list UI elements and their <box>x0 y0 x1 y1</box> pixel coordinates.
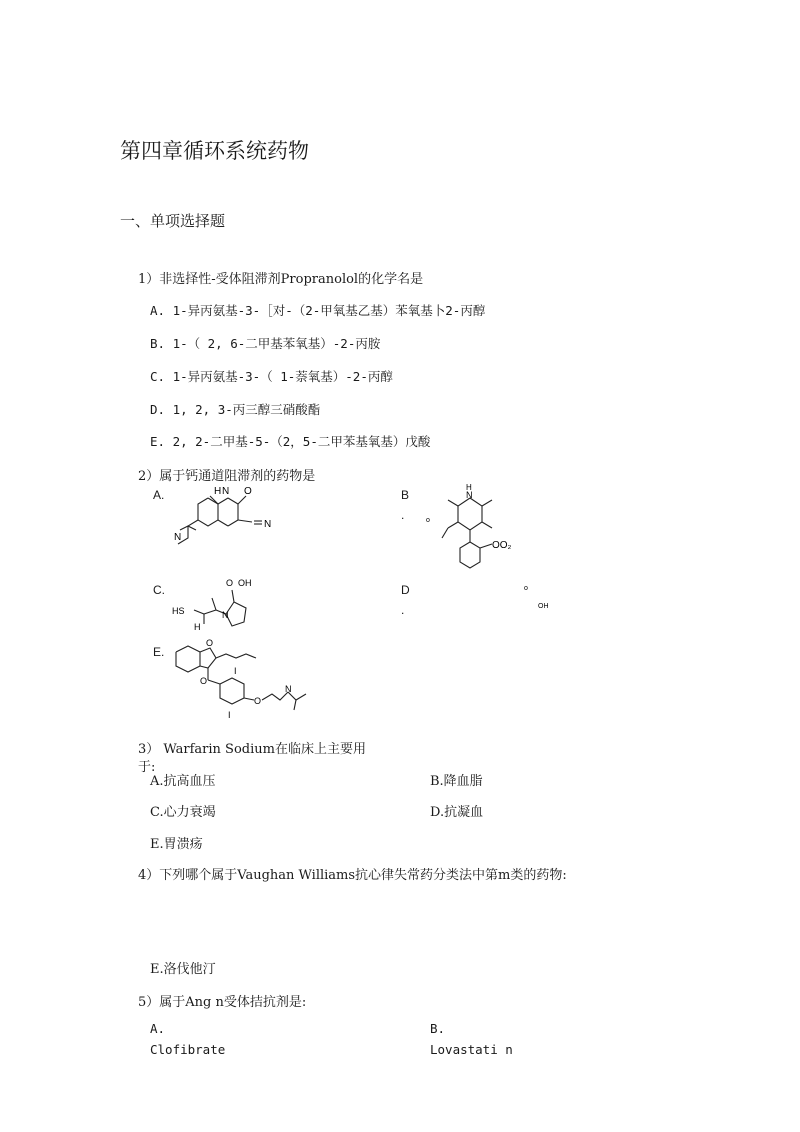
structure-c-n: N <box>222 610 229 620</box>
question-1-option-d[interactable]: D. 1, 2, 3-丙三醇三硝酸酯 <box>150 402 321 417</box>
question-3-option-c[interactable]: C.心力衰竭 <box>150 805 216 820</box>
structure-c-o: O <box>226 578 234 588</box>
structure-a-image <box>170 482 280 552</box>
structure-a-nh: H <box>214 486 222 497</box>
question-4-option-e[interactable]: E.洛伐他汀 <box>150 962 216 977</box>
option-a-label[interactable]: A. <box>153 488 165 502</box>
question-3-stem: 3） Warfarin Sodium在临床上主要用 <box>138 742 366 757</box>
question-5-stem: 5）属于Ang n受体拮抗剂是: <box>138 995 307 1010</box>
option-d-dot: . <box>401 603 405 617</box>
structure-e-o: O <box>206 638 214 648</box>
option-b-label[interactable]: B <box>401 488 410 502</box>
structure-a-n: N <box>222 486 230 497</box>
option-c-label[interactable]: C. <box>153 583 165 597</box>
question-3-option-b[interactable]: B.降血脂 <box>430 774 483 789</box>
structure-e-o2: O <box>254 696 262 706</box>
option-d-label[interactable]: D <box>401 583 410 597</box>
structure-a-pyridine-n: N <box>174 532 182 543</box>
option-b-dot: . <box>401 508 405 522</box>
structure-e-image <box>170 636 320 721</box>
question-3-option-d[interactable]: D.抗凝血 <box>430 805 484 820</box>
structure-e-iodine-2: I <box>228 710 231 720</box>
question-2-stem: 2）属于钙通道阻滞剂的药物是 <box>138 469 316 484</box>
structure-d-o: o <box>524 585 528 592</box>
question-1-option-c[interactable]: C. 1-异丙氨基-3-（ 1-萘氧基）-2-丙醇 <box>150 369 393 384</box>
question-3-stem-cont: 于: <box>138 760 156 775</box>
question-5-option-b-letter[interactable]: B. <box>430 1021 446 1036</box>
structure-c-oh: OH <box>238 578 252 588</box>
structure-d-oh: OH <box>538 603 549 610</box>
structure-e-carbonyl-o: O <box>200 676 208 686</box>
question-5-option-b-name[interactable]: Lovastati n <box>430 1042 513 1057</box>
structure-a-cn: N <box>264 519 272 530</box>
structure-b-no2: OO₂ <box>492 540 512 551</box>
structure-b-image <box>420 482 530 577</box>
question-4-stem: 4）下列哪个属于Vaughan Williams抗心律失常药分类法中第m类的药物: <box>138 868 567 883</box>
structure-d-image <box>520 580 560 610</box>
structure-b-n: N <box>466 490 473 500</box>
question-1-option-b[interactable]: B. 1-（ 2, 6-二甲基苯氧基）-2-丙胺 <box>150 336 381 351</box>
question-5-option-a-letter[interactable]: A. <box>150 1021 166 1036</box>
structure-b-h: H <box>466 483 472 492</box>
question-3-option-e[interactable]: E.胃溃疡 <box>150 837 203 852</box>
question-1-stem: 1）非选择性-受体阻滞剂Propranolol的化学名是 <box>138 272 424 287</box>
question-3-option-a[interactable]: A.抗高血压 <box>150 774 216 789</box>
structure-e-n: N <box>285 684 292 694</box>
question-5-option-a-name[interactable]: Clofibrate <box>150 1042 226 1057</box>
section-heading: 一、单项选择题 <box>120 212 226 230</box>
structure-e-iodine-1: I <box>234 666 237 676</box>
page-title: 第四章循环系统药物 <box>120 139 309 163</box>
structure-c-hs: HS <box>172 606 185 616</box>
question-1-option-a[interactable]: A. 1-异丙氨基-3-［对-（2-甲氧基乙基）苯氧基卜2-丙醇 <box>150 303 486 318</box>
structure-c-image <box>168 574 278 634</box>
structure-c-h: H <box>194 622 201 632</box>
structure-a-o: O <box>244 486 252 497</box>
structure-b-o: o <box>426 517 430 524</box>
question-1-option-e[interactable]: E. 2, 2-二甲基-5-（2，5-二甲苯基氧基）戊酸 <box>150 434 431 449</box>
option-e-label[interactable]: E. <box>153 645 165 659</box>
